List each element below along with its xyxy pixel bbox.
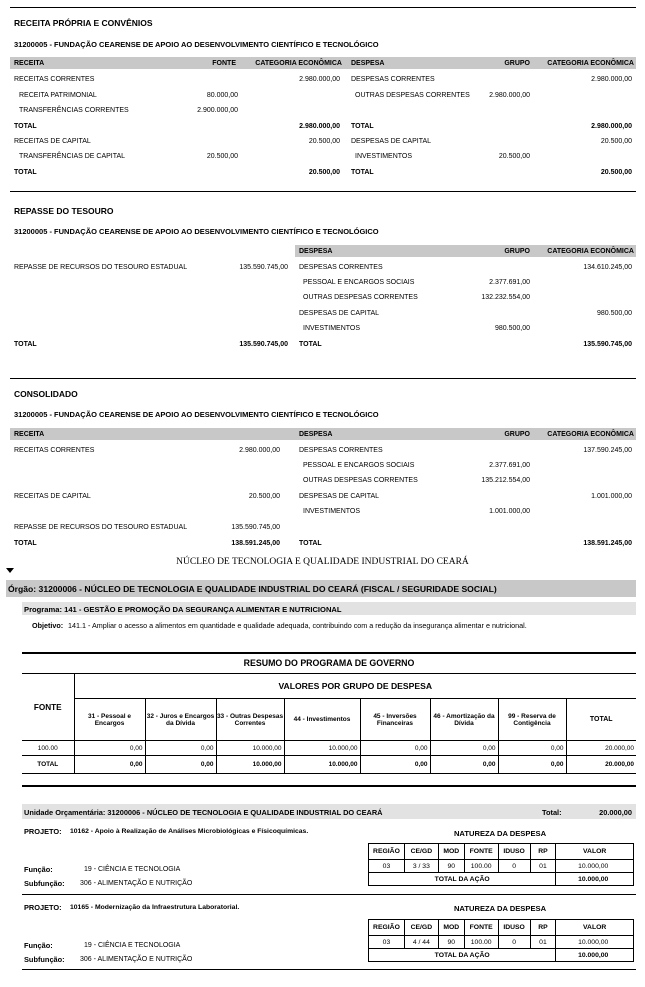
objetivo-text: 141.1 - Ampliar o acesso a alimentos em quantidade e qualidade adequada, contribuindo com a redução da insegurança alimentar e nutricional. — [68, 621, 527, 630]
unidade-title: Unidade Orçamentária: 31200006 - NÚCLEO DE TECNOLOGIA E QUALIDADE INDUSTRIAL DO CEARÁ — [24, 808, 383, 817]
total-acao-label: TOTAL DA AÇÃO — [369, 949, 556, 962]
cell: DESPESAS CORRENTES — [351, 76, 435, 83]
cell: 2.980.000,00 — [299, 123, 340, 130]
subfuncao-label: Subfunção: — [24, 955, 65, 964]
subfuncao-label: Subfunção: — [24, 879, 65, 888]
subfuncao: 306 - ALIMENTAÇÃO E NUTRIÇÃO — [80, 880, 193, 887]
value-cell: 0,00 — [498, 741, 566, 756]
cell: OUTRAS DESPESAS CORRENTES — [303, 294, 418, 301]
cell: 10.000,00 — [556, 936, 634, 949]
cell: DESPESAS CORRENTES — [299, 447, 383, 454]
cell: TOTAL — [299, 341, 322, 348]
funcao: 19 - CIÊNCIA E TECNOLOGIA — [84, 942, 181, 949]
cell: 01 — [530, 860, 556, 873]
cell: 2.980.000,00 — [591, 76, 632, 83]
cell: PESSOAL E ENCARGOS SOCIAIS — [303, 462, 415, 469]
orgao-title: Órgão: 31200006 - NÚCLEO DE TECNOLOGIA E QUALIDADE INDUSTRIAL DO CEARÁ (FISCAL / SEGURIDADE SOCIAL) — [8, 584, 497, 594]
cell: INVESTIMENTOS — [303, 508, 361, 515]
section-title: REPASSE DO TESOURO — [14, 206, 114, 216]
col-receita: RECEITA — [14, 60, 45, 67]
col-header: IDUSO — [498, 844, 530, 860]
divider — [22, 785, 636, 787]
divider — [10, 7, 636, 8]
cell: 0 — [498, 860, 530, 873]
natureza-title: NATUREZA DA DESPESA — [453, 904, 547, 913]
col-header: 99 - Reserva de Contigência — [498, 699, 566, 741]
divider — [22, 652, 636, 654]
col-catecon: CATEGORIA ECONÔMICA — [547, 60, 634, 67]
cell: INVESTIMENTOS — [303, 325, 361, 332]
cell: DESPESAS CORRENTES — [299, 264, 383, 271]
value-cell: 0,00 — [145, 741, 216, 756]
cell: 20.500,00 — [308, 138, 340, 145]
cell: 20.500,00 — [248, 493, 280, 500]
cell: 2.900.000,00 — [197, 107, 238, 114]
cell: 135.212.554,00 — [481, 477, 530, 484]
value-cell: 0,00 — [74, 741, 145, 756]
cell: RECEITAS CORRENTES — [14, 76, 95, 83]
projeto-name: 10162 - Apoio à Realização de Análises Microbiológicas e Físicoquímicas. — [70, 828, 309, 835]
cell: RECEITAS DE CAPITAL — [14, 493, 91, 500]
col-header: VALOR — [556, 844, 634, 860]
col-header: MOD — [438, 920, 464, 936]
divider — [22, 894, 636, 895]
cell: TOTAL — [14, 123, 37, 130]
cell: 20.500,00 — [498, 153, 530, 160]
cell: 135.590.745,00 — [239, 264, 288, 271]
col-header: 45 - Inversões Financeiras — [360, 699, 430, 741]
resumo-table — [22, 673, 636, 774]
funcao-label: Função: — [24, 865, 53, 874]
total-acao: 10.000,00 — [556, 873, 634, 886]
cell: OUTRAS DESPESAS CORRENTES — [303, 477, 418, 484]
cell: TRANSFERÊNCIAS DE CAPITAL — [19, 153, 126, 160]
cell: 2.980.000,00 — [591, 123, 632, 130]
cell: 20.500,00 — [600, 169, 632, 176]
col-header: 33 - Outras Despesas Correntes — [216, 699, 284, 741]
objetivo-label: Objetivo: — [32, 621, 64, 630]
cell: 4 / 44 — [404, 936, 438, 949]
cell: OUTRAS DESPESAS CORRENTES — [355, 92, 470, 99]
cell: 2.377.691,00 — [489, 462, 530, 469]
funcao: 19 - CIÊNCIA E TECNOLOGIA — [84, 866, 181, 873]
value-cell: 10.000,00 — [284, 741, 360, 756]
total-cell: 0,00 — [498, 756, 566, 774]
cell: REPASSE DE RECURSOS DO TESOURO ESTADUAL — [14, 524, 188, 531]
unidade-total-label: Total: — [542, 808, 562, 817]
cell: 10.000,00 — [556, 860, 634, 873]
cell: 2.980.000,00 — [299, 76, 340, 83]
programa-title: Programa: 141 - GESTÃO E PROMOÇÃO DA SEGURANÇA ALIMENTAR E NUTRICIONAL — [24, 605, 342, 614]
divider — [10, 378, 636, 379]
cell: 80.000,00 — [206, 92, 238, 99]
col-fonte: FONTE — [212, 60, 236, 67]
total-acao-label: TOTAL DA AÇÃO — [369, 873, 556, 886]
col-catecon: CATEGORIA ECONÔMICA — [547, 431, 634, 438]
cell: 132.232.554,00 — [481, 294, 530, 301]
cell: 135.590.745,00 — [583, 341, 632, 348]
col-header: CE/GD — [404, 920, 438, 936]
cell: TOTAL — [14, 341, 37, 348]
cell: RECEITAS DE CAPITAL — [14, 138, 91, 145]
cell: TOTAL — [14, 169, 37, 176]
page-heading: NÚCLEO DE TECNOLOGIA E QUALIDADE INDUSTRIAL DO CEARÁ — [176, 557, 469, 567]
section-title: CONSOLIDADO — [14, 389, 78, 399]
natureza-table — [368, 843, 634, 886]
total-cell: 0,00 — [145, 756, 216, 774]
cell: 90 — [438, 860, 464, 873]
col-header: REGIÃO — [369, 920, 405, 936]
unidade-total: 20.000,00 — [599, 808, 632, 817]
cell: DESPESAS DE CAPITAL — [299, 310, 380, 317]
value-cell: 20.000,00 — [566, 741, 636, 756]
triangle-down-icon — [6, 568, 14, 573]
cell: 20.500,00 — [308, 169, 340, 176]
cell: 2.980.000,00 — [489, 92, 530, 99]
cell: 1.001.000,00 — [489, 508, 530, 515]
cell: RECEITAS CORRENTES — [14, 447, 95, 454]
col-receita: RECEITA — [14, 431, 45, 438]
col-grupo: GRUPO — [504, 431, 530, 438]
col-header: IDUSO — [498, 920, 530, 936]
col-header-total: TOTAL — [566, 699, 636, 741]
col-despesa: DESPESA — [299, 248, 333, 255]
col-header: REGIÃO — [369, 844, 405, 860]
total-cell: 10.000,00 — [216, 756, 284, 774]
cell: 135.590.745,00 — [231, 524, 280, 531]
col-header: MOD — [438, 844, 464, 860]
col-header: VALOR — [556, 920, 634, 936]
cell: 20.500,00 — [600, 138, 632, 145]
cell: INVESTIMENTOS — [355, 153, 413, 160]
cell: 1.001.000,00 — [591, 493, 632, 500]
cell: 2.377.691,00 — [489, 279, 530, 286]
fonte-header: FONTE — [22, 674, 74, 741]
value-cell: 0,00 — [360, 741, 430, 756]
cell: DESPESAS DE CAPITAL — [299, 493, 380, 500]
col-header: 32 - Juros e Encargos da Dívida — [145, 699, 216, 741]
cell: 134.610.245,00 — [583, 264, 632, 271]
col-catecon: CATEGORIA ECONÔMICA — [255, 60, 342, 67]
total-label: TOTAL — [22, 756, 74, 774]
resumo-title: RESUMO DO PROGRAMA DE GOVERNO — [243, 658, 415, 668]
cell: TOTAL — [299, 540, 322, 547]
total-cell: 0,00 — [430, 756, 498, 774]
cell: 03 — [369, 860, 405, 873]
org-line: 31200005 - FUNDAÇÃO CEARENSE DE APOIO AO DESENVOLVIMENTO CIENTÍFICO E TECNOLÓGICO — [14, 227, 379, 236]
col-header: FONTE — [464, 920, 498, 936]
cell: 0 — [498, 936, 530, 949]
projeto-label: PROJETO: — [24, 903, 62, 912]
col-header: FONTE — [464, 844, 498, 860]
cell: 03 — [369, 936, 405, 949]
total-cell: 0,00 — [74, 756, 145, 774]
cell: TOTAL — [351, 123, 374, 130]
values-header: VALORES POR GRUPO DE DESPESA — [74, 674, 636, 699]
total-cell: 0,00 — [360, 756, 430, 774]
cell: RECEITA PATRIMONIAL — [19, 92, 97, 99]
projeto-name: 10165 - Modernização da Infraestrutura Laboratorial. — [70, 904, 240, 911]
section-title: RECEITA PRÓPRIA E CONVÊNIOS — [14, 18, 153, 28]
fonte-cell: 100.00 — [22, 741, 74, 756]
col-grupo: GRUPO — [504, 248, 530, 255]
col-despesa: DESPESA — [299, 431, 333, 438]
col-header: 46 - Amortização da Dívida — [430, 699, 498, 741]
cell: 137.590.245,00 — [583, 447, 632, 454]
org-line: 31200005 - FUNDAÇÃO CEARENSE DE APOIO AO DESENVOLVIMENTO CIENTÍFICO E TECNOLÓGICO — [14, 40, 379, 49]
col-header: RP — [530, 844, 556, 860]
subfuncao: 306 - ALIMENTAÇÃO E NUTRIÇÃO — [80, 956, 193, 963]
cell: 138.591.245,00 — [231, 540, 280, 547]
col-header: 44 - Investimentos — [284, 699, 360, 741]
col-header: 31 - Pessoal e Encargos — [74, 699, 145, 741]
cell: 100.00 — [464, 860, 498, 873]
cell: 138.591.245,00 — [583, 540, 632, 547]
col-catecon: CATEGORIA ECONÔMICA — [547, 248, 634, 255]
funcao-label: Função: — [24, 941, 53, 950]
value-cell: 10.000,00 — [216, 741, 284, 756]
cell: TOTAL — [351, 169, 374, 176]
cell: TRANSFERÊNCIAS CORRENTES — [19, 107, 129, 114]
cell: 20.500,00 — [206, 153, 238, 160]
cell: 2.980.000,00 — [239, 447, 280, 454]
total-cell: 20.000,00 — [566, 756, 636, 774]
divider — [22, 969, 636, 970]
projeto-label: PROJETO: — [24, 827, 62, 836]
cell: 3 / 33 — [404, 860, 438, 873]
col-grupo: GRUPO — [504, 60, 530, 67]
natureza-title: NATUREZA DA DESPESA — [453, 829, 547, 838]
cell: REPASSE DE RECURSOS DO TESOURO ESTADUAL — [14, 264, 188, 271]
col-header: RP — [530, 920, 556, 936]
cell: DESPESAS DE CAPITAL — [351, 138, 432, 145]
org-line: 31200005 - FUNDAÇÃO CEARENSE DE APOIO AO DESENVOLVIMENTO CIENTÍFICO E TECNOLÓGICO — [14, 410, 379, 419]
cell: 100.00 — [464, 936, 498, 949]
total-cell: 10.000,00 — [284, 756, 360, 774]
col-header: CE/GD — [404, 844, 438, 860]
divider — [10, 191, 636, 192]
cell: 01 — [530, 936, 556, 949]
natureza-table — [368, 919, 634, 962]
col-despesa: DESPESA — [351, 60, 385, 67]
cell: 980.500,00 — [494, 325, 530, 332]
cell: PESSOAL E ENCARGOS SOCIAIS — [303, 279, 415, 286]
total-acao: 10.000,00 — [556, 949, 634, 962]
value-cell: 0,00 — [430, 741, 498, 756]
cell: 135.590.745,00 — [239, 341, 288, 348]
cell: 90 — [438, 936, 464, 949]
cell: 980.500,00 — [596, 310, 632, 317]
cell: TOTAL — [14, 540, 37, 547]
